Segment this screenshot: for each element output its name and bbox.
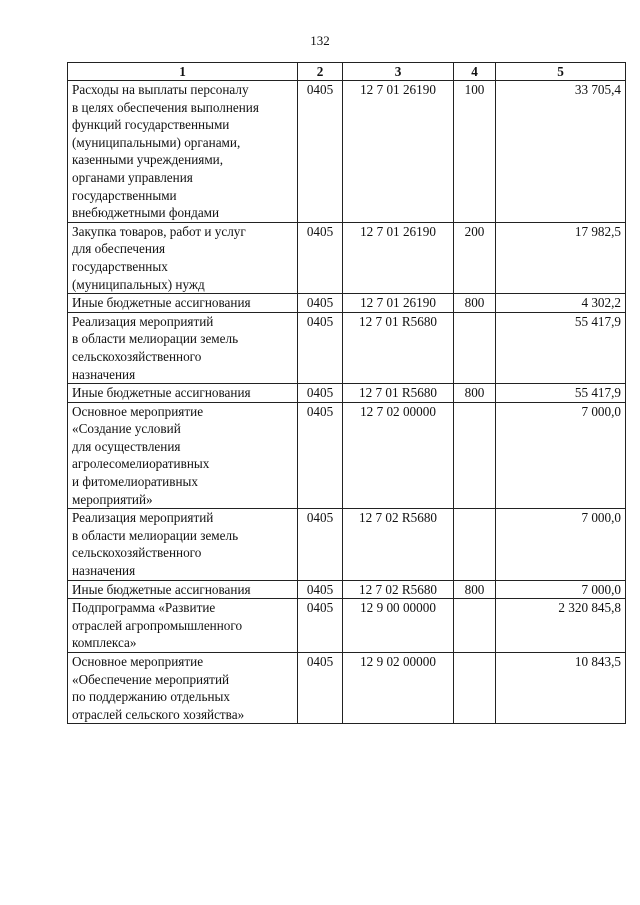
row-name-cell: Закупка товаров, работ и услуг для обеспечения государственных (муниципальных) нужд [68, 222, 298, 293]
table-row [68, 294, 626, 313]
row-name-cell: Реализация мероприятий в области мелиорации земель сельскохозяйственного назначения [68, 509, 298, 580]
expense-type-cell: 200 [454, 222, 496, 293]
row-name-cell: Основное мероприятие «Создание условий для осуществления агролесомелиоративных и фитомелиоративных мероприятий» [68, 402, 298, 509]
amount-cell: 7 000,0 [496, 509, 626, 580]
amount-cell: 55 417,9 [496, 312, 626, 383]
target-article-cell: 12 9 02 00000 [343, 653, 454, 724]
expense-type-cell [454, 653, 496, 724]
table-row [68, 312, 626, 383]
row-name-cell: Реализация мероприятий в области мелиорации земель сельскохозяйственного назначения [68, 312, 298, 383]
section-code-cell: 0405 [298, 402, 343, 509]
expense-type-cell [454, 312, 496, 383]
expense-type-cell: 800 [454, 384, 496, 403]
row-name-cell: Иные бюджетные ассигнования [68, 294, 298, 313]
amount-cell: 17 982,5 [496, 222, 626, 293]
amount-cell: 7 000,0 [496, 402, 626, 509]
table-row [68, 81, 626, 223]
section-code-cell: 0405 [298, 384, 343, 403]
target-article-cell: 12 7 02 R5680 [343, 580, 454, 599]
section-code-cell: 0405 [298, 653, 343, 724]
header-col-1: 1 [68, 63, 298, 81]
expense-type-cell: 100 [454, 81, 496, 223]
section-code-cell: 0405 [298, 312, 343, 383]
row-name-cell: Иные бюджетные ассигнования [68, 384, 298, 403]
table-row [68, 222, 626, 293]
section-code-cell: 0405 [298, 599, 343, 653]
table-row [68, 580, 626, 599]
amount-cell: 7 000,0 [496, 580, 626, 599]
header-col-4: 4 [454, 63, 496, 81]
target-article-cell: 12 7 01 26190 [343, 81, 454, 223]
header-col-5: 5 [496, 63, 626, 81]
amount-cell: 4 302,2 [496, 294, 626, 313]
amount-cell: 2 320 845,8 [496, 599, 626, 653]
row-name-cell: Подпрограмма «Развитие отраслей агропромышленного комплекса» [68, 599, 298, 653]
expense-type-cell [454, 402, 496, 509]
budget-table [67, 62, 626, 724]
row-name-cell: Основное мероприятие «Обеспечение мероприятий по поддержанию отдельных отраслей сельского хозяйства» [68, 653, 298, 724]
target-article-cell: 12 7 01 R5680 [343, 312, 454, 383]
row-name-cell: Иные бюджетные ассигнования [68, 580, 298, 599]
target-article-cell: 12 7 01 26190 [343, 294, 454, 313]
section-code-cell: 0405 [298, 294, 343, 313]
table-header-row [68, 63, 626, 81]
section-code-cell: 0405 [298, 509, 343, 580]
table-row [68, 599, 626, 653]
target-article-cell: 12 9 00 00000 [343, 599, 454, 653]
header-col-3: 3 [343, 63, 454, 81]
section-code-cell: 0405 [298, 580, 343, 599]
expense-type-cell: 800 [454, 580, 496, 599]
expense-type-cell [454, 599, 496, 653]
row-name-cell: Расходы на выплаты персоналу в целях обеспечения выполнения функций государственными (муниципальными) органами, казенными учреждениями, органами управления государственными внебюджетными фондами [68, 81, 298, 223]
target-article-cell: 12 7 01 R5680 [343, 384, 454, 403]
table-row [68, 384, 626, 403]
section-code-cell: 0405 [298, 81, 343, 223]
table-row [68, 653, 626, 724]
amount-cell: 33 705,4 [496, 81, 626, 223]
target-article-cell: 12 7 01 26190 [343, 222, 454, 293]
target-article-cell: 12 7 02 00000 [343, 402, 454, 509]
page-number: 132 [310, 33, 330, 48]
table-row [68, 509, 626, 580]
amount-cell: 55 417,9 [496, 384, 626, 403]
expense-type-cell: 800 [454, 294, 496, 313]
target-article-cell: 12 7 02 R5680 [343, 509, 454, 580]
amount-cell: 10 843,5 [496, 653, 626, 724]
expense-type-cell [454, 509, 496, 580]
table-row [68, 402, 626, 509]
header-col-2: 2 [298, 63, 343, 81]
section-code-cell: 0405 [298, 222, 343, 293]
